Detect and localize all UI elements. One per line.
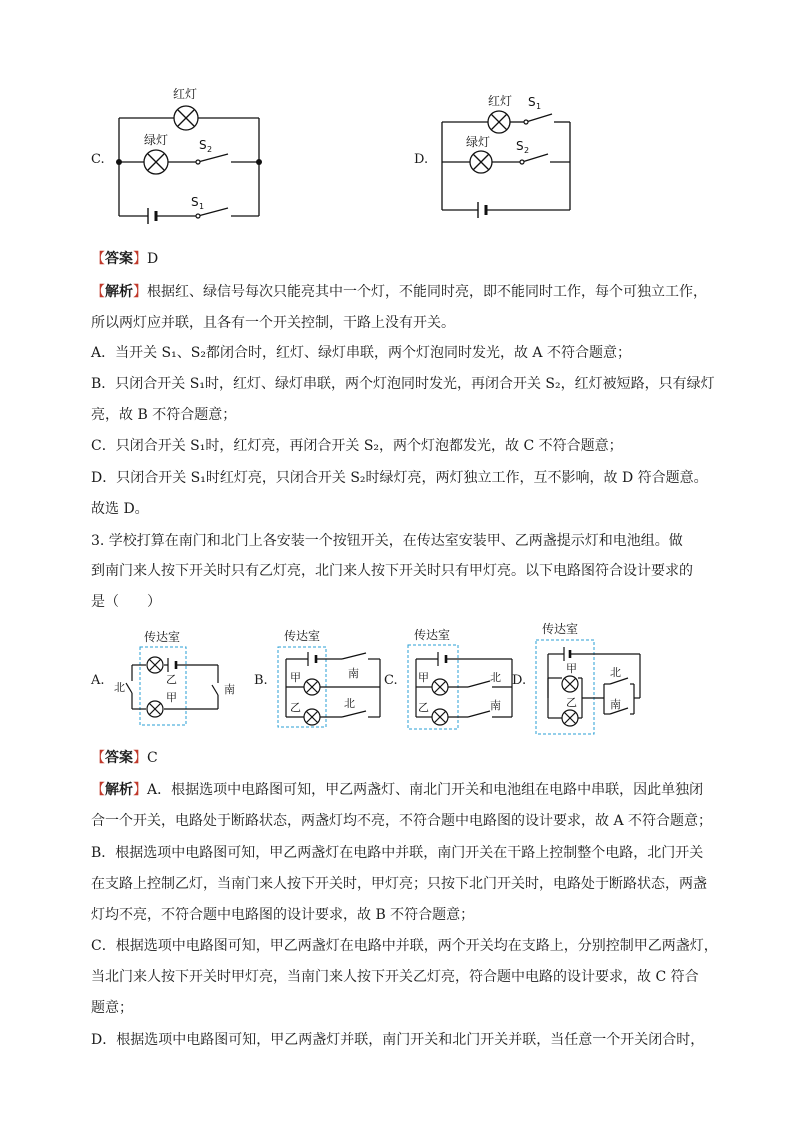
battery-icon xyxy=(478,202,486,218)
svg-text:南: 南 xyxy=(224,683,235,696)
q3-option-c: C. xyxy=(384,673,398,688)
q2-option-a-analysis: A．当开关 S₁、S₂都闭合时，红灯、绿灯串联，两个灯泡同时发光，故 A 不符合题意； xyxy=(91,345,631,361)
q3-analysis-line-5: 灯均不亮，不符合题中电路图的设计要求，故 B 不符合题意； xyxy=(91,907,475,923)
red-lamp-icon xyxy=(174,106,198,130)
battery-icon xyxy=(148,208,156,224)
svg-text:乙: 乙 xyxy=(290,701,301,714)
q3-analysis-line-3: B．根据选项中电路图可知，甲乙两盏灯在电路中并联，南门开关在干路上控制整个电路，北门开关 xyxy=(91,845,704,861)
option-c-label: C. xyxy=(91,152,105,167)
q2-conclusion: 故选 D。 xyxy=(91,501,149,517)
green-lamp-icon xyxy=(470,151,492,173)
s2-sub: 2 xyxy=(207,145,213,154)
s1-label: S xyxy=(528,95,536,109)
s2-sub: 2 xyxy=(524,146,530,155)
svg-text:传达室: 传达室 xyxy=(284,629,321,643)
svg-text:乙: 乙 xyxy=(566,696,577,709)
svg-text:传达室: 传达室 xyxy=(414,628,451,642)
q2-option-b-analysis-2: 亮，故 B 不符合题意； xyxy=(91,407,237,423)
q2-answer-line: 【答案】D xyxy=(91,251,159,267)
circuit-c-svg xyxy=(88,78,288,238)
svg-text:甲: 甲 xyxy=(290,671,301,684)
q3-option-d: D. xyxy=(512,673,527,688)
svg-text:北: 北 xyxy=(114,681,125,694)
q3-stem-line-1: 3. 学校打算在南门和北门上各安装一个按钮开关，在传达室安装甲、乙两盏提示灯和电池组。做 xyxy=(91,533,683,549)
q3-circuit-c xyxy=(402,625,527,735)
s2-label: S xyxy=(199,138,207,152)
svg-text:北: 北 xyxy=(344,697,355,710)
svg-text:南: 南 xyxy=(490,699,501,712)
q3-analysis-line-9: D．根据选项中电路图可知，甲乙两盏灯并联，南门开关和北门开关并联，当任意一个开关闭合时， xyxy=(91,1032,705,1048)
s1-sub: 1 xyxy=(536,102,542,111)
q3-analysis-line-2: 合一个开关，电路处于断路状态，两盏灯均不亮，不符合题中电路图的设计要求，故 A 不符合题意； xyxy=(91,813,713,829)
circuit-c-diagram xyxy=(88,78,288,238)
q3-answer-line: 【答案】C xyxy=(91,750,158,766)
svg-text:甲: 甲 xyxy=(166,691,177,704)
q2-analysis-line-2: 所以两灯应并联，且各有一个开关控制，干路上没有开关。 xyxy=(91,315,455,331)
svg-text:南: 南 xyxy=(610,698,621,711)
q3-option-b: B. xyxy=(254,673,268,688)
answer-value: D xyxy=(147,251,159,267)
q3-answer-value: C xyxy=(147,750,158,766)
svg-text:北: 北 xyxy=(490,671,501,684)
answer-tag: 答案 xyxy=(105,251,133,267)
s1-label: S xyxy=(191,195,199,209)
red-lamp-label: 红灯 xyxy=(173,87,198,101)
circuit-d-svg xyxy=(430,90,580,230)
green-lamp-label: 绿灯 xyxy=(466,135,491,149)
q2-option-d-analysis: D．只闭合开关 S₁时红灯亮，只闭合开关 S₂时绿灯亮，两灯独立工作，互不影响，故 D 符合题意。 xyxy=(91,470,708,486)
svg-text:乙: 乙 xyxy=(418,701,429,714)
red-lamp-icon xyxy=(488,111,510,133)
circuit-d-diagram xyxy=(430,90,580,230)
svg-text:北: 北 xyxy=(610,666,621,679)
svg-text:传达室: 传达室 xyxy=(542,622,579,636)
analysis-tag: 解析 xyxy=(105,284,133,300)
s2-label: S xyxy=(516,139,524,153)
room-label: 传达室 xyxy=(144,630,181,644)
svg-text:乙: 乙 xyxy=(166,673,177,686)
option-d-label: D. xyxy=(414,152,429,167)
svg-text:南: 南 xyxy=(348,667,359,680)
q2-analysis-line-1: 【解析】根据红、绿信号每次只能亮其中一个灯，不能同时亮，即不能同时工作，每个可独立工作， xyxy=(91,284,707,300)
q2-option-b-analysis-1: B．只闭合开关 S₁时，红灯、绿灯串联，两个灯泡同时发光，再闭合开关 S₂，红灯被短路，只有绿灯 xyxy=(91,376,715,392)
q3-stem-line-3: 是（ ） xyxy=(91,594,161,610)
q3-circuit-a xyxy=(88,625,248,735)
green-lamp-icon xyxy=(144,150,168,174)
s1-sub: 1 xyxy=(199,202,205,211)
svg-text:甲: 甲 xyxy=(566,662,577,675)
q3-analysis-line-1: 【解析】A．根据选项中电路图可知，甲乙两盏灯、南北门开关和电池组在电路中串联，因此单独闭 xyxy=(91,782,704,798)
q3-stem-line-2: 到南门来人按下开关时只有乙灯亮，北门来人按下开关时只有甲灯亮。以下电路图符合设计要求的 xyxy=(91,563,693,579)
green-lamp-label: 绿灯 xyxy=(144,133,169,147)
q3-analysis-line-8: 题意； xyxy=(91,1000,133,1016)
q3-circuit-b xyxy=(272,625,402,735)
q3-option-a: A. xyxy=(91,673,105,688)
svg-text:甲: 甲 xyxy=(418,671,429,684)
q3-analysis-line-4: 在支路上控制乙灯，当南门来人按下开关时，甲灯亮；只按下北门开关时，电路处于断路状态，两盏 xyxy=(91,876,707,892)
q3-circuit-d xyxy=(530,618,650,738)
red-lamp-label: 红灯 xyxy=(488,94,513,108)
q3-analysis-line-7: 当北门来人按下开关时甲灯亮，当南门来人按下开关乙灯亮，符合题中电路的设计要求，故 C 符合 xyxy=(91,969,699,985)
q2-option-c-analysis: C．只闭合开关 S₁时，红灯亮，再闭合开关 S₂，两个灯泡都发光，故 C 不符合题意； xyxy=(91,438,623,454)
q3-analysis-line-6: C．根据选项中电路图可知，甲乙两盏灯在电路中并联，两个开关均在支路上，分别控制甲乙两盏灯， xyxy=(91,938,718,954)
